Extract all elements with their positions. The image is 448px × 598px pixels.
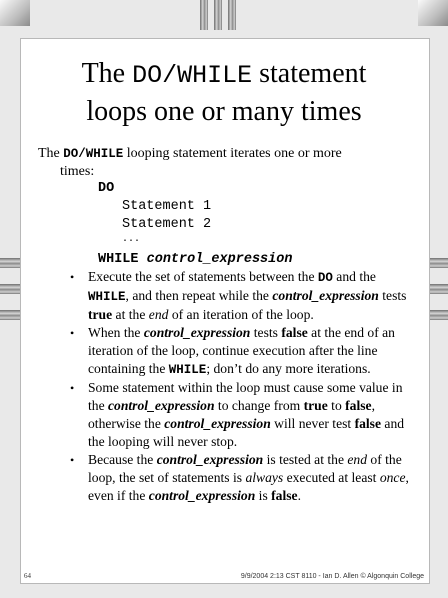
title-post: statement	[252, 58, 367, 89]
bullet-text-segment: WHILE	[168, 363, 207, 377]
bullet-text-segment: , otherwise the	[88, 398, 375, 431]
code-while-keyword: WHILE	[98, 252, 139, 267]
bullet-dot-icon: •	[70, 326, 75, 340]
title-code: DO/WHILE	[132, 61, 253, 90]
bullet-text-segment: control_expression	[156, 452, 264, 467]
frame-tab-top-1	[200, 0, 208, 30]
bullet-text-segment: Execute the set of statements between the	[88, 269, 318, 284]
bullet-text-segment: will never test	[270, 416, 355, 431]
title-pre: The	[81, 58, 133, 89]
bullet-item	[66, 268, 416, 324]
bullet-text-segment: ; don’t do any more iterations.	[206, 361, 371, 376]
bullet-text-segment: to	[327, 398, 346, 413]
bullet-text-segment: true	[88, 307, 113, 322]
bullet-dot-icon: •	[70, 453, 75, 467]
bullet-text-segment: control_expression	[272, 288, 379, 303]
bullet-text	[88, 269, 406, 322]
bullet-text	[88, 325, 395, 376]
bullet-text-segment: When the	[88, 325, 144, 340]
bullet-text-segment: false	[354, 416, 382, 431]
frame-tab-top-2	[214, 0, 222, 30]
bullet-text-segment: false	[345, 398, 372, 413]
bullet-text-segment: control_expression	[164, 416, 271, 431]
corner-decoration-top-left	[0, 0, 30, 26]
corner-decoration-top-right	[418, 0, 448, 26]
bullet-text-segment: true	[303, 398, 328, 413]
bullet-text-segment: to change from	[214, 398, 304, 413]
bullet-text-segment: always	[245, 470, 284, 485]
title-line-1	[20, 56, 428, 94]
bullet-text-segment: WHILE	[88, 290, 126, 304]
bullet-text-segment: false	[271, 488, 298, 503]
bullet-item	[66, 379, 416, 451]
code-while-expression: control_expression	[146, 252, 293, 267]
bullet-text-segment: , and then repeat while the	[125, 288, 273, 303]
bullet-text-segment: is tested at the	[263, 452, 348, 467]
bullet-text-segment: control_expression	[143, 325, 251, 340]
bullet-text-segment: is	[255, 488, 272, 503]
bullet-list	[66, 268, 416, 505]
slide-title	[20, 56, 428, 130]
bullet-text-segment: tests	[250, 325, 282, 340]
footer-credit: 9/9/2004 2:13 CST 8110 - Ian D. Allen © Algonquin College	[240, 573, 424, 580]
intro-paragraph	[38, 145, 408, 181]
intro-line-2: times:	[60, 164, 95, 179]
page-number: 64	[24, 572, 31, 580]
intro-text-1: looping statement iterates one or more	[123, 146, 342, 161]
intro-pre: The	[38, 146, 64, 161]
bullet-text-segment: false	[281, 325, 308, 340]
bullet-text-segment: at the end of an iteration of the loop, continue execution after the line containing the	[88, 325, 395, 376]
bullet-text-segment: DO	[317, 271, 333, 285]
bullet-text-segment: once	[379, 470, 406, 485]
bullet-item	[66, 324, 416, 379]
code-line-statement-2: Statement 2	[122, 217, 212, 232]
title-line-2: loops one or many times	[86, 96, 362, 127]
bullet-dot-icon: •	[70, 270, 75, 284]
intro-code: DO/WHILE	[63, 147, 124, 161]
bullet-text-segment: control_expression	[108, 398, 215, 413]
bullet-text-segment: tests	[378, 288, 407, 303]
bullet-text	[88, 452, 409, 503]
bullet-text-segment: , even if the	[88, 470, 409, 503]
bullet-text-segment: control_expression	[148, 488, 256, 503]
bullet-text-segment: and the	[332, 269, 376, 284]
code-line-do: DO	[98, 181, 115, 196]
bullet-text-segment: of the loop, the set of statements is	[88, 452, 402, 485]
bullet-text-segment: end	[347, 452, 368, 467]
intro-line-1	[38, 145, 408, 163]
bullet-text-segment: at the	[112, 307, 149, 322]
frame-tab-top-3	[228, 0, 236, 30]
code-line-statement-1: Statement 1	[122, 199, 212, 214]
bullet-text-segment: executed at least	[283, 470, 380, 485]
bullet-text-segment: Because the	[88, 452, 157, 467]
bullet-text-segment: of an iteration of the loop.	[168, 307, 314, 322]
bullet-item	[66, 451, 416, 505]
bullet-dot-icon: •	[70, 381, 75, 395]
bullet-text	[88, 380, 404, 449]
bullet-text-segment: and the looping will never stop.	[88, 416, 405, 449]
bullet-text-segment: .	[297, 488, 301, 503]
bullet-text-segment: Some statement within the loop must cause some value in the	[88, 380, 403, 413]
code-line-ellipsis: ...	[122, 234, 141, 245]
bullet-text-segment: end	[148, 307, 169, 322]
code-line-while	[98, 251, 292, 269]
